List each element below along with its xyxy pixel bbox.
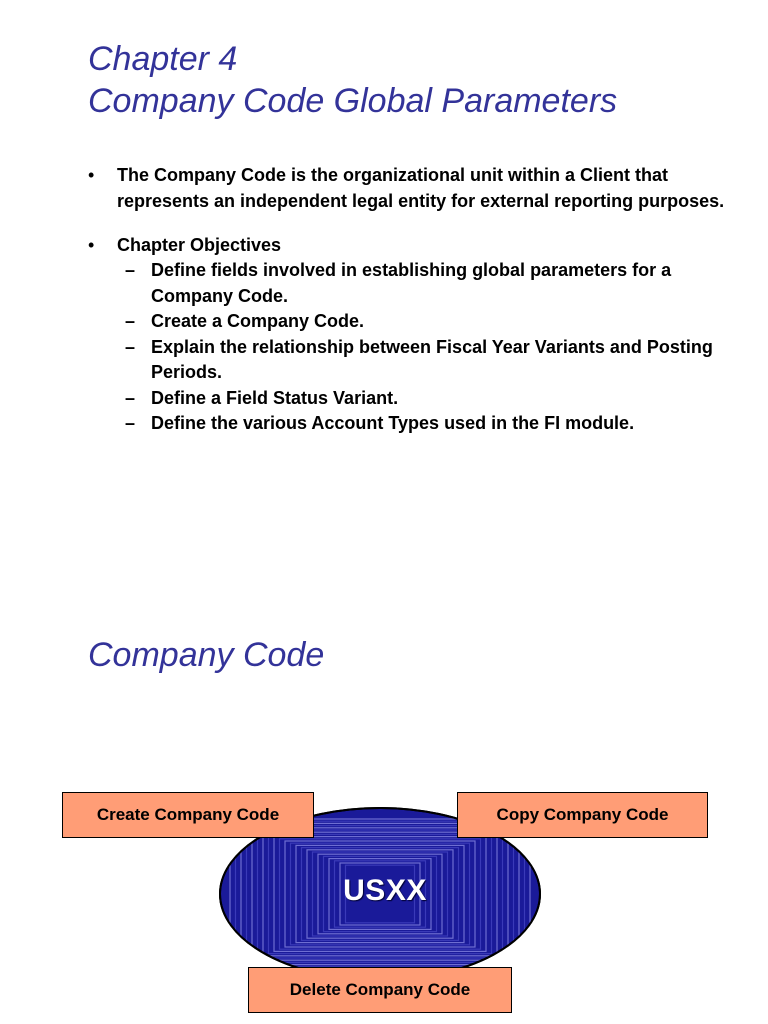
dash-marker: –	[125, 336, 136, 357]
objective-text: Explain the relationship between Fiscal Year Variants and Posting Periods.	[151, 336, 713, 382]
objective-text: Create a Company Code.	[151, 311, 365, 331]
objective-item	[117, 411, 728, 437]
objectives-heading: Chapter Objectives	[117, 235, 282, 255]
chapter-number: Chapter 4	[88, 40, 238, 78]
dash-marker: –	[125, 260, 136, 280]
bullet-definition	[88, 162, 728, 214]
bullet-objectives	[88, 232, 728, 437]
dash-marker: –	[125, 311, 136, 331]
copy-company-code-button[interactable]: Copy Company Code	[457, 792, 708, 838]
dash-marker: –	[125, 413, 136, 433]
company-code-usxx-label: USXX	[343, 874, 427, 907]
chapter-title: Company Code Global Parameters	[88, 82, 618, 120]
bullet-list	[88, 162, 728, 437]
objective-item	[117, 258, 728, 309]
company-code-diagram	[0, 780, 768, 1024]
definition-text: The Company Code is the organizational unit within a Client that represents an independent legal entity for external reporting purposes.	[117, 165, 725, 211]
objective-text: Define the various Account Types used in the FI module.	[151, 413, 635, 433]
bullet-marker: •	[88, 235, 95, 255]
objective-item	[117, 386, 728, 412]
delete-company-code-button[interactable]: Delete Company Code	[248, 967, 512, 1013]
objectives-list	[117, 258, 728, 437]
dash-marker: –	[125, 387, 136, 408]
objective-text: Define fields involved in establishing global parameters for a Company Code.	[151, 260, 672, 306]
objective-item	[117, 309, 728, 335]
bullet-marker: •	[88, 165, 95, 185]
objective-text: Define a Field Status Variant.	[151, 387, 399, 408]
create-company-code-button[interactable]: Create Company Code	[62, 792, 314, 838]
section-title: Company Code	[88, 636, 325, 674]
objective-item	[117, 335, 728, 386]
